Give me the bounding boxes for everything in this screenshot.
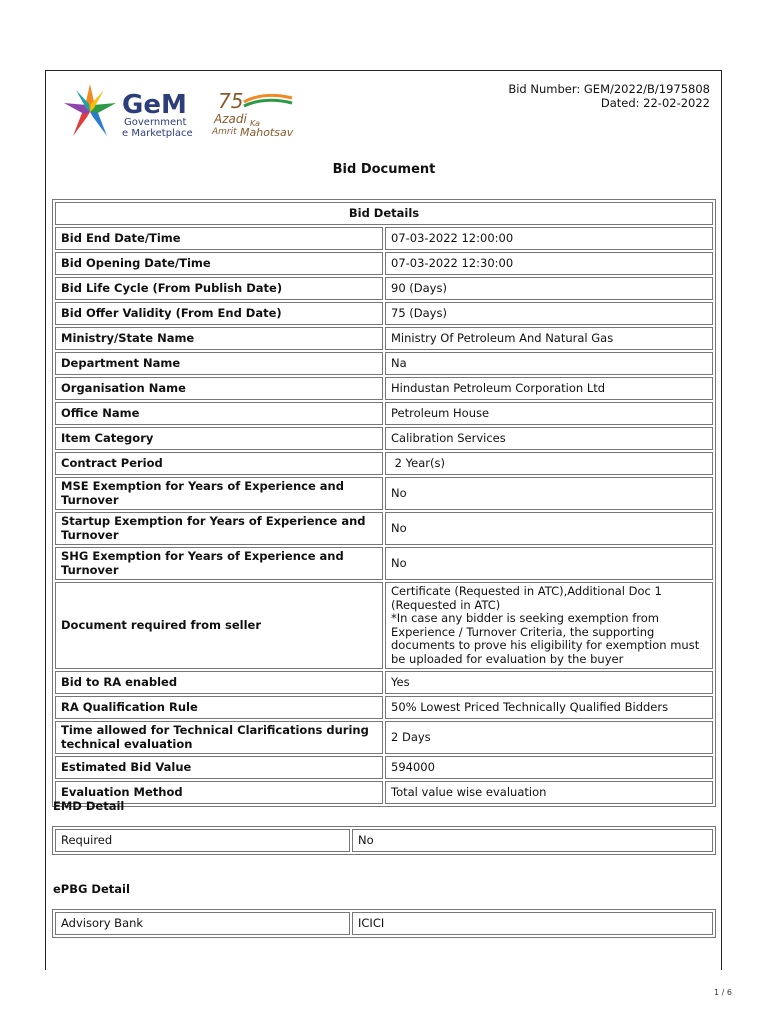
row-label: Ministry/State Name bbox=[55, 327, 383, 350]
row-value: Na bbox=[385, 352, 713, 375]
table-row bbox=[55, 277, 713, 300]
row-value: No bbox=[385, 477, 713, 510]
bid-meta bbox=[508, 82, 710, 110]
gem-star-icon bbox=[62, 80, 312, 146]
amrit-word: Amrit bbox=[212, 127, 237, 137]
row-label: Evaluation Method bbox=[55, 781, 383, 804]
page-number: 1 / 6 bbox=[714, 988, 732, 997]
row-label: Advisory Bank bbox=[55, 912, 350, 935]
row-label: Bid Opening Date/Time bbox=[55, 252, 383, 275]
table-row bbox=[55, 829, 713, 852]
row-value: Calibration Services bbox=[385, 427, 713, 450]
table-row bbox=[55, 721, 713, 754]
flag-stripe-green bbox=[244, 100, 292, 106]
gem-sub2: e Marketplace bbox=[122, 128, 193, 139]
row-label: RA Qualification Rule bbox=[55, 696, 383, 719]
row-value: Hindustan Petroleum Corporation Ltd bbox=[385, 377, 713, 400]
bid-details-table bbox=[52, 199, 716, 807]
row-value: Yes bbox=[385, 671, 713, 694]
row-value-main: Certificate (Requested in ATC),Additional Doc 1 (Requested in ATC) bbox=[391, 584, 662, 612]
row-label: Bid Life Cycle (From Publish Date) bbox=[55, 277, 383, 300]
table-row bbox=[55, 756, 713, 779]
bid-number: Bid Number: GEM/2022/B/1975808 bbox=[508, 82, 710, 96]
emd-heading: EMD Detail bbox=[53, 799, 125, 813]
row-value: 594000 bbox=[385, 756, 713, 779]
row-value: 2 Days bbox=[385, 721, 713, 754]
row-label: Department Name bbox=[55, 352, 383, 375]
row-value: 75 (Days) bbox=[385, 302, 713, 325]
table-row bbox=[55, 452, 713, 475]
row-value bbox=[385, 582, 713, 669]
row-value: ICICI bbox=[352, 912, 713, 935]
table-row bbox=[55, 252, 713, 275]
emd-table bbox=[52, 826, 716, 855]
table-row bbox=[55, 781, 713, 804]
row-value: No bbox=[385, 512, 713, 545]
table-row bbox=[55, 377, 713, 400]
row-value: Ministry Of Petroleum And Natural Gas bbox=[385, 327, 713, 350]
table-row bbox=[55, 302, 713, 325]
table-row bbox=[55, 512, 713, 545]
gem-logo bbox=[62, 80, 312, 146]
row-label: Contract Period bbox=[55, 452, 383, 475]
epbg-heading: ePBG Detail bbox=[53, 882, 130, 896]
table-row bbox=[55, 227, 713, 250]
row-label: Time allowed for Technical Clarifications during technical evaluation bbox=[55, 721, 383, 754]
row-label: Startup Exemption for Years of Experience and Turnover bbox=[55, 512, 383, 545]
azadi-word: Azadi bbox=[214, 112, 247, 126]
epbg-table bbox=[52, 909, 716, 938]
row-value: 07-03-2022 12:30:00 bbox=[385, 252, 713, 275]
table-row bbox=[55, 427, 713, 450]
table-row bbox=[55, 696, 713, 719]
row-label: Bid Offer Validity (From End Date) bbox=[55, 302, 383, 325]
azadi-75: 75 bbox=[218, 89, 244, 113]
row-value: 50% Lowest Priced Technically Qualified Bidders bbox=[385, 696, 713, 719]
row-value: Petroleum House bbox=[385, 402, 713, 425]
row-label: Document required from seller bbox=[55, 582, 383, 669]
row-value: 2 Year(s) bbox=[385, 452, 713, 475]
table-row bbox=[55, 477, 713, 510]
gem-sub1: Government bbox=[124, 117, 187, 128]
table-row bbox=[55, 547, 713, 580]
bid-date: Dated: 22-02-2022 bbox=[600, 96, 710, 110]
table-row bbox=[55, 671, 713, 694]
table-row bbox=[55, 912, 713, 935]
mahotsav-word: Mahotsav bbox=[240, 126, 294, 139]
row-label: Office Name bbox=[55, 402, 383, 425]
row-value: 90 (Days) bbox=[385, 277, 713, 300]
row-value: No bbox=[385, 547, 713, 580]
row-label: Bid End Date/Time bbox=[55, 227, 383, 250]
row-label: Required bbox=[55, 829, 350, 852]
document-title: Bid Document bbox=[332, 162, 436, 177]
row-value-note: *In case any bidder is seeking exemption from Experience / Turnover Criteria, the supporting documents to prove his eligibility for exemption must be uploaded for evaluation by the buyer bbox=[391, 611, 700, 666]
table-row bbox=[55, 352, 713, 375]
table-row bbox=[55, 327, 713, 350]
row-value: 07-03-2022 12:00:00 bbox=[385, 227, 713, 250]
row-label: Item Category bbox=[55, 427, 383, 450]
table-row bbox=[55, 402, 713, 425]
row-value: No bbox=[352, 829, 713, 852]
row-label: Organisation Name bbox=[55, 377, 383, 400]
row-label: Bid to RA enabled bbox=[55, 671, 383, 694]
gem-wordmark: GeM bbox=[122, 90, 187, 120]
bid-details-heading: Bid Details bbox=[55, 202, 713, 225]
row-label: Estimated Bid Value bbox=[55, 756, 383, 779]
table-row bbox=[55, 582, 713, 669]
row-label: MSE Exemption for Years of Experience and Turnover bbox=[55, 477, 383, 510]
row-value: Total value wise evaluation bbox=[385, 781, 713, 804]
row-label: SHG Exemption for Years of Experience and Turnover bbox=[55, 547, 383, 580]
ka-word: Ka bbox=[250, 119, 260, 128]
